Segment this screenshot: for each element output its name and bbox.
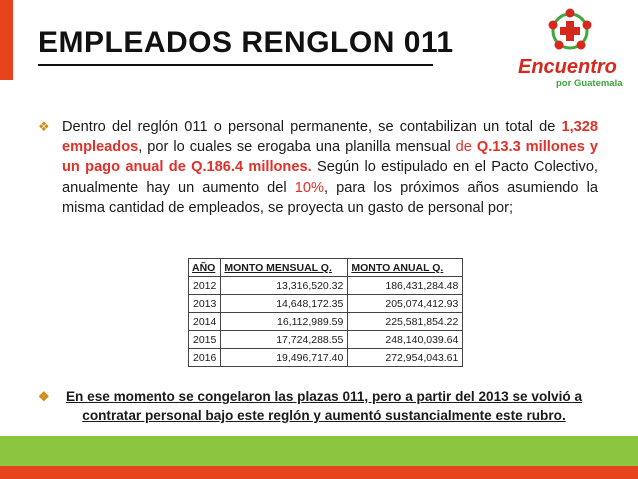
bullet-paragraph-2 xyxy=(38,387,610,425)
table-row xyxy=(189,331,463,349)
cell-annual: 205,074,412.93 xyxy=(348,295,463,313)
footer-stripe-orange xyxy=(0,466,638,479)
cell-monthly: 13,316,520.32 xyxy=(221,277,348,295)
bullet-paragraph-1 xyxy=(38,117,598,218)
cell-monthly: 17,724,288.55 xyxy=(221,331,348,349)
cell-annual: 248,140,039.64 xyxy=(348,331,463,349)
col-header-monthly: MONTO MENSUAL Q. xyxy=(221,259,348,277)
bullet-2-text: En ese momento se congelaron las plazas 011, pero a partir del 2013 se volvió a contratar personal bajo este reglón y aumentó sustancialmente este rubro. xyxy=(65,389,583,423)
text-segment: Dentro del reglón 011 o personal permanente, se contabilizan un total de xyxy=(62,119,562,135)
col-header-year: AÑO xyxy=(189,259,221,277)
text-segment: Según lo estipulado en el Pacto Colectivo, anualmente hay un aumento del xyxy=(62,159,598,196)
cell-monthly: 14,648,172.35 xyxy=(221,295,348,313)
logo-wordmark: Encuentro xyxy=(518,56,617,78)
text-segment: , por lo cuales se erogaba una planilla mensual xyxy=(138,139,456,156)
cell-annual: 225,581,854.22 xyxy=(348,313,463,331)
page-title: EMPLEADOS RENGLON 011 xyxy=(38,26,454,59)
table-row xyxy=(189,313,463,331)
diamond-bullet-icon: ❖ xyxy=(38,119,50,134)
accent-bar xyxy=(0,0,13,80)
projection-table xyxy=(188,258,463,367)
highlight-percent: 10% xyxy=(294,179,324,196)
highlight-de: de xyxy=(455,139,472,156)
cell-monthly: 16,112,989.59 xyxy=(221,313,348,331)
logo-tagline: por Guatemala xyxy=(556,78,623,89)
highlight-amounts: Q.13.3 millones y un pago anual de Q.186.4 millones. xyxy=(62,139,598,176)
col-header-annual: MONTO ANUAL Q. xyxy=(348,259,463,277)
cell-annual: 186,431,284.48 xyxy=(348,277,463,295)
footer-stripe-green xyxy=(0,436,638,466)
table-row xyxy=(189,349,463,367)
cell-year: 2012 xyxy=(189,277,221,295)
diamond-bullet-icon: ❖ xyxy=(38,389,50,404)
title-underline xyxy=(38,64,433,66)
table-header-row xyxy=(189,259,463,277)
table-row xyxy=(189,295,463,313)
cell-year: 2015 xyxy=(189,331,221,349)
cell-year: 2016 xyxy=(189,349,221,367)
cell-monthly: 19,496,717.40 xyxy=(221,349,348,367)
cell-annual: 272,954,043.61 xyxy=(348,349,463,367)
bullet-1-text xyxy=(38,117,598,218)
cell-year: 2013 xyxy=(189,295,221,313)
text-segment: , para los próximos años asumiendo la misma cantidad de empleados, se proyecta un gasto de personal por; xyxy=(62,179,598,216)
highlight-employees: 1,328 empleados xyxy=(62,119,598,156)
cell-year: 2014 xyxy=(189,313,221,331)
table-row xyxy=(189,277,463,295)
